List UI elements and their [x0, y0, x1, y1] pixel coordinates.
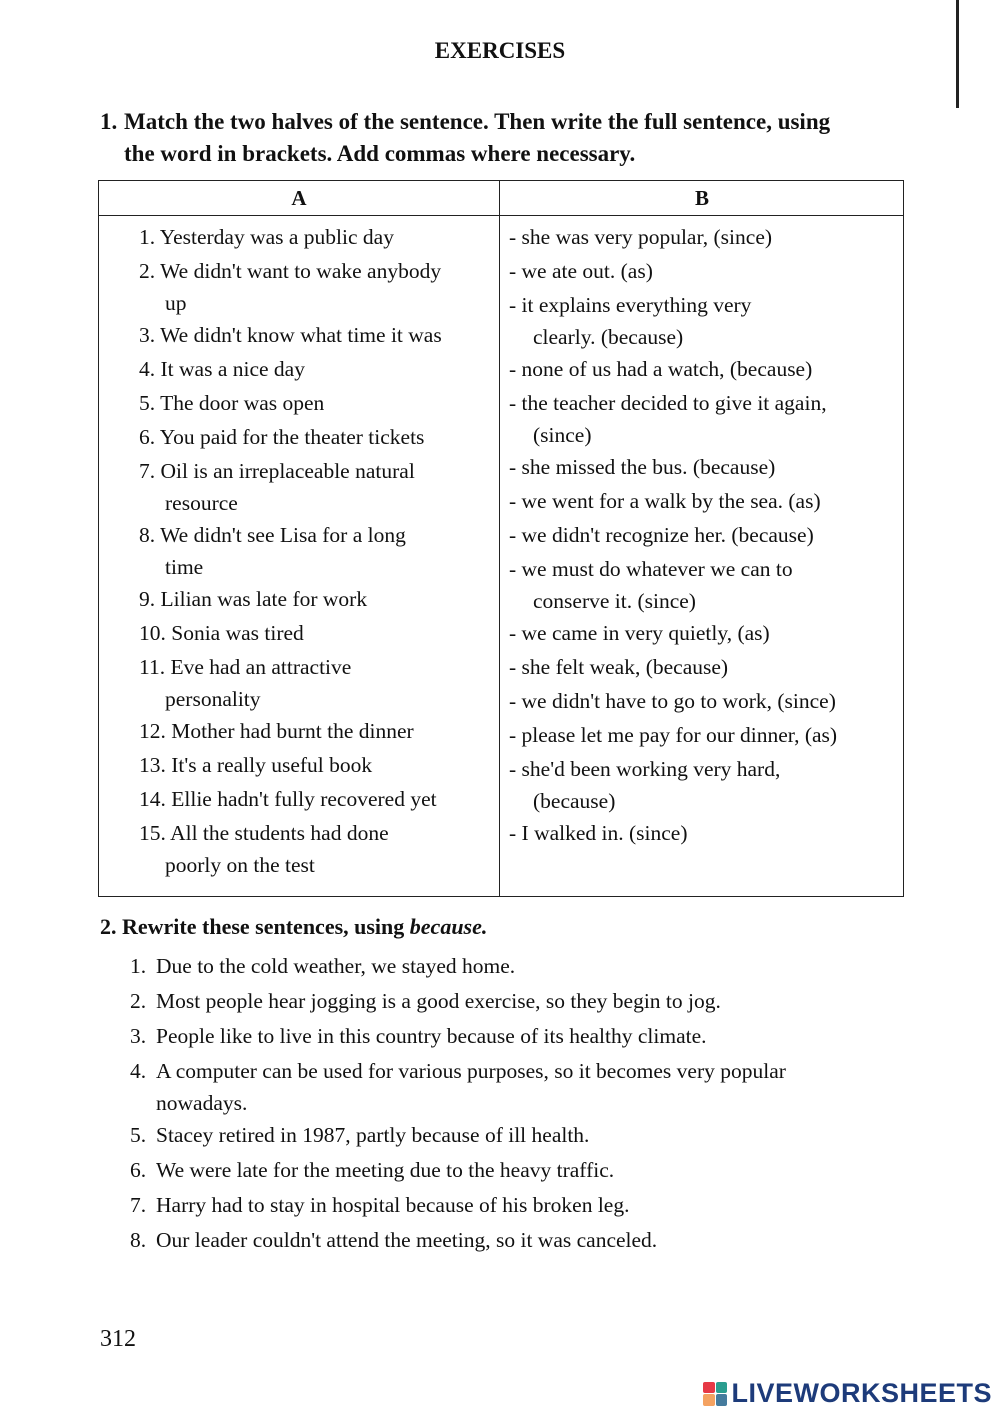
column-b-item-text: - none of us had a watch, (because): [509, 357, 813, 381]
column-b-item-text: - we didn't recognize her. (because): [509, 523, 814, 547]
brand: [703, 1378, 992, 1409]
column-a-item: [139, 421, 494, 455]
instruction-line-1: Match the two halves of the sentence. Then write the full sentence, using: [124, 109, 831, 134]
column-b-item-text: - the teacher decided to give it again,: [509, 391, 827, 415]
column-b-item: [509, 221, 899, 255]
page-number: 312: [100, 1326, 136, 1352]
exercise2-item-text: People like to live in this country because of its healthy climate.: [156, 1024, 707, 1048]
brand-logo-icon: [703, 1382, 727, 1406]
exercise2-item-text: Stacey retired in 1987, partly because of ill health.: [156, 1123, 590, 1147]
exercise2-item-line: [130, 1224, 910, 1256]
column-b-item: [509, 685, 899, 719]
column-b-item-text: - she felt weak, (because): [509, 655, 729, 679]
column-a-item-text: 12. Mother had burnt the dinner: [139, 719, 414, 743]
column-b-item-text: - we came in very quietly, (as): [509, 621, 770, 645]
exercise2-keyword: because.: [409, 914, 488, 939]
column-b-item: [509, 485, 899, 519]
column-b-list: [509, 221, 899, 851]
exercise2-item-line: [130, 1020, 910, 1052]
exercise2-list: [130, 950, 910, 1259]
column-a-item: [139, 583, 494, 617]
exercise2-item: [130, 985, 910, 1020]
table-divider: [499, 181, 500, 896]
exercise2-item-line: [130, 985, 910, 1017]
column-b-item: [509, 387, 899, 451]
column-a-list: [139, 221, 494, 881]
column-b-item: [509, 451, 899, 485]
column-b-item-text: - we must do whatever we can to: [509, 557, 793, 581]
column-a-item-text: 6. You paid for the theater tickets: [139, 425, 425, 449]
logo-square: [716, 1394, 728, 1406]
column-a-item-text: 3. We didn't know what time it was: [139, 323, 442, 347]
logo-square: [703, 1394, 715, 1406]
column-b-item-text: - we didn't have to go to work, (since): [509, 689, 836, 713]
column-a-item: [139, 387, 494, 421]
exercise2-item-line: [130, 1189, 910, 1221]
column-b-item: [509, 353, 899, 387]
exercise2-item-line: [130, 1055, 910, 1087]
column-a-item-continuation: resource: [165, 491, 238, 515]
column-a-item-text: 10. Sonia was tired: [139, 621, 304, 645]
exercise2-item: [130, 1020, 910, 1055]
column-b-item-text: - we went for a walk by the sea. (as): [509, 489, 821, 513]
column-a-item: [139, 715, 494, 749]
exercise2-item-line: [130, 1119, 910, 1151]
column-b-item: [509, 719, 899, 753]
column-b-item: [509, 289, 899, 353]
column-b-item-text: - please let me pay for our dinner, (as): [509, 723, 838, 747]
page-title: EXERCISES: [434, 38, 566, 63]
column-b-item: [509, 817, 899, 851]
column-b-item: [509, 651, 899, 685]
column-a-item-text: 1. Yesterday was a public day: [139, 225, 394, 249]
column-a-item-text: 13. It's a really useful book: [139, 753, 373, 777]
exercise2-item-number: 4.: [130, 1059, 147, 1083]
column-a-item: [139, 319, 494, 353]
column-a-item: [139, 221, 494, 255]
column-b-item-text: - we ate out. (as): [509, 259, 653, 283]
exercise2-item: [130, 1119, 910, 1154]
column-b-item: [509, 519, 899, 553]
instruction-line-2: the word in brackets. Add commas where necessary.: [124, 141, 636, 166]
exercise1-number: 1.: [100, 109, 118, 134]
column-b-header: B: [694, 186, 709, 210]
column-a-item-text: 9. Lilian was late for work: [139, 587, 368, 611]
column-a-item-text: 7. Oil is an irreplaceable natural: [139, 459, 415, 483]
exercise2-item-text: Due to the cold weather, we stayed home.: [156, 954, 516, 978]
column-a-item-text: 8. We didn't see Lisa for a long: [139, 523, 406, 547]
column-a-item-text: 15. All the students had done: [139, 821, 389, 845]
column-a-header: A: [291, 186, 307, 210]
exercise2-item-text: A computer can be used for various purposes, so it becomes very popular: [156, 1059, 786, 1083]
exercise2-item: [130, 1224, 910, 1259]
exercise2-item-line: [130, 950, 910, 982]
column-a-item-continuation: time: [165, 555, 204, 579]
column-a-item-text: 5. The door was open: [139, 391, 325, 415]
logo-square: [716, 1382, 728, 1394]
exercise1-instruction: [100, 106, 920, 170]
column-a-item: [139, 455, 494, 519]
column-b-item-text: - I walked in. (since): [509, 821, 688, 845]
column-b-item-text: - she'd been working very hard,: [509, 757, 781, 781]
column-a-item-continuation: poorly on the test: [165, 853, 315, 877]
exercise2-item-number: 8.: [130, 1228, 147, 1252]
brand-name: LIVEWORKSHEETS: [731, 1378, 992, 1408]
column-a-item: [139, 519, 494, 583]
column-a-item: [139, 817, 494, 881]
column-a-item-continuation: up: [165, 291, 187, 315]
exercise2-item-continuation: nowadays.: [156, 1091, 248, 1115]
table-header-rule: [99, 215, 903, 216]
exercise2-item-number: 2.: [130, 989, 147, 1013]
column-b-item: [509, 255, 899, 289]
column-a-item: [139, 353, 494, 387]
column-a-item: [139, 255, 494, 319]
column-b-item-continuation: (since): [533, 423, 592, 447]
column-b-item: [509, 753, 899, 817]
column-a-item-text: 11. Eve had an attractive: [139, 655, 352, 679]
exercise2-item-text: We were late for the meeting due to the heavy traffic.: [156, 1158, 615, 1182]
column-b-item-text: - she missed the bus. (because): [509, 455, 776, 479]
exercise2-title: [100, 914, 487, 940]
exercise2-item: [130, 950, 910, 985]
logo-square: [703, 1382, 715, 1394]
exercise2-item-line: [130, 1154, 910, 1186]
exercise2-item-number: 6.: [130, 1158, 147, 1182]
column-b-item: [509, 617, 899, 651]
matching-table: [98, 180, 904, 897]
exercise2-item-number: 5.: [130, 1123, 147, 1147]
column-b-item-continuation: conserve it. (since): [533, 589, 696, 613]
exercise2-item-text: Most people hear jogging is a good exercise, so they begin to jog.: [156, 989, 721, 1013]
column-b-item-text: - it explains everything very: [509, 293, 752, 317]
column-b-item-continuation: (because): [533, 789, 616, 813]
column-a-item-text: 14. Ellie hadn't fully recovered yet: [139, 787, 437, 811]
column-b-item: [509, 553, 899, 617]
exercise2-item-number: 7.: [130, 1193, 147, 1217]
column-a-item: [139, 617, 494, 651]
exercise2-item-text: Our leader couldn't attend the meeting, so it was canceled.: [156, 1228, 658, 1252]
exercise2-item-number: 3.: [130, 1024, 147, 1048]
exercise2-item-number: 1.: [130, 954, 147, 978]
exercise2-item: [130, 1189, 910, 1224]
exercise2-item-text: Harry had to stay in hospital because of his broken leg.: [156, 1193, 630, 1217]
column-a-item-text: 2. We didn't want to wake anybody: [139, 259, 442, 283]
column-b-item-text: - she was very popular, (since): [509, 225, 773, 249]
column-a-item-text: 4. It was a nice day: [139, 357, 305, 381]
exercise2-item: [130, 1154, 910, 1189]
column-b-item-continuation: clearly. (because): [533, 325, 684, 349]
exercise2-item: [130, 1055, 910, 1119]
exercise2-title-prefix: 2. Rewrite these sentences, using: [100, 914, 410, 939]
column-a-item: [139, 783, 494, 817]
column-a-item-continuation: personality: [165, 687, 261, 711]
column-a-item: [139, 651, 494, 715]
column-a-item: [139, 749, 494, 783]
